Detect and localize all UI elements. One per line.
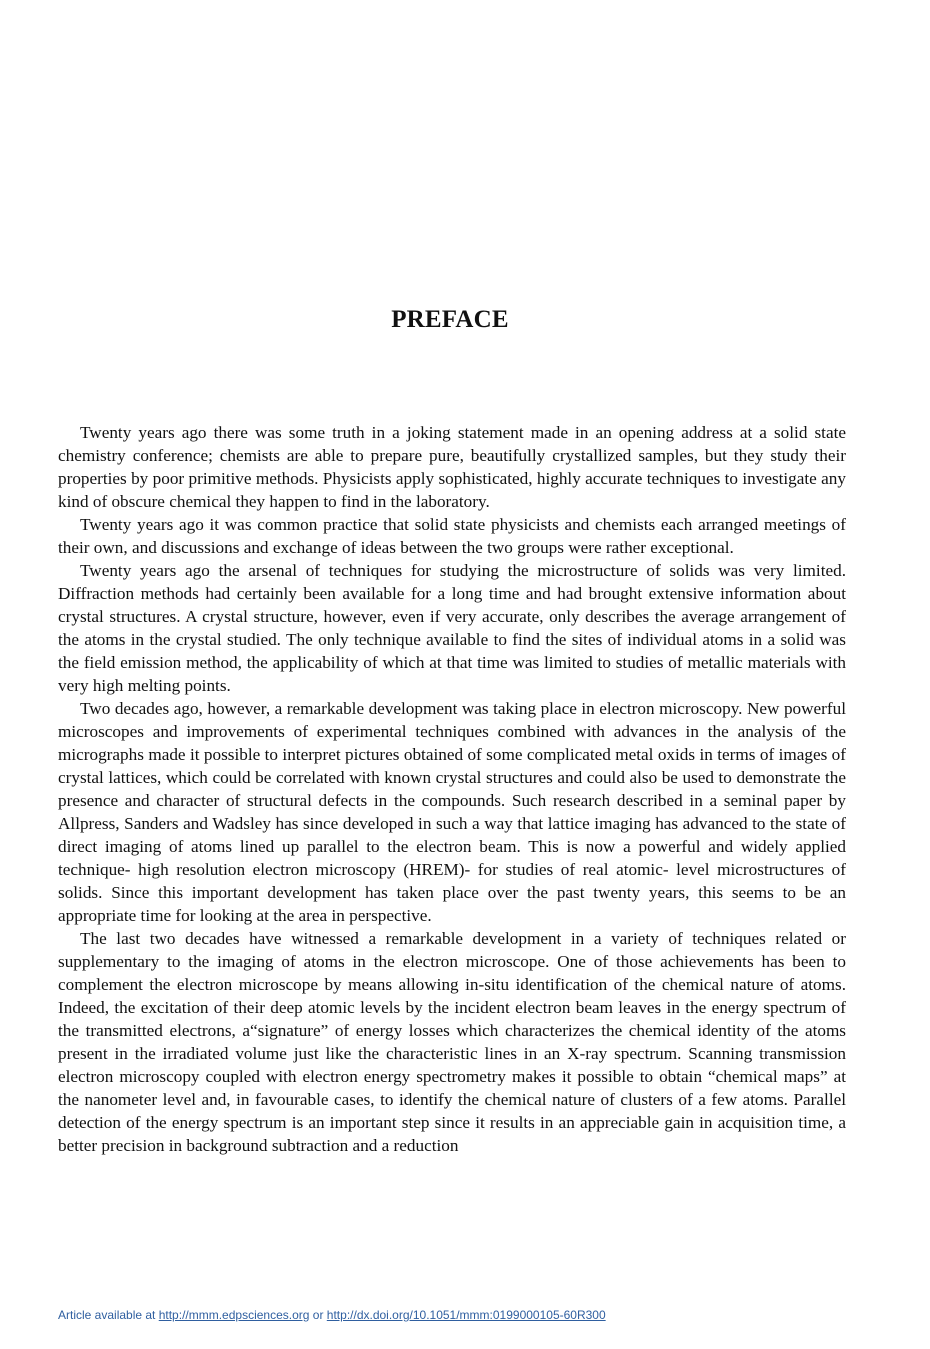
footer-prefix: Article available at bbox=[58, 1308, 159, 1322]
footer-separator: or bbox=[309, 1308, 327, 1322]
paragraph-5: The last two decades have witnessed a remarkable development in a variety of techniques related or supplementary to the imaging of atoms in the electron microscope. One of those achievements has been to complement the electron microscope by means allowing in-situ identification of the chemical nature of atoms. Indeed, the excitation of their deep atomic levels by the incident electron beam leaves in the energy spectrum of the transmitted electrons, a“signature” of energy losses which characterizes the chemical identity of the atoms present in the irradiated volume just like the characteristic lines in an X-ray spectrum. Scanning transmission electron microscopy coupled with electron energy spectrometry makes it possible to obtain “chemical maps” at the nanometer level and, in favourable cases, to identify the chemical nature of clusters of a few atoms. Parallel detection of the energy spectrum is an important step since it results in an appreciable gain in acquisition time, a better precision in background subtraction and a reduction bbox=[58, 929, 846, 1155]
doi-link[interactable]: http://dx.doi.org/10.1051/mmm:0199000105-60R300 bbox=[326, 1308, 606, 1322]
paragraph-3: Twenty years ago the arsenal of techniques for studying the microstructure of solids was very limited. Diffraction methods had certainly been available for a long time and had brought extensive information about crystal structures. A crystal structure, however, even if very accurate, only describes the average arrangement of the atoms in the crystal studied. The only technique available to find the sites of individual atoms in a solid was the field emission method, the applicability of which at that time was limited to studies of metallic materials with very high melting points. bbox=[58, 561, 846, 695]
journal-site-link[interactable]: http://mmm.edpsciences.org bbox=[158, 1308, 310, 1322]
paragraph-2: Twenty years ago it was common practice that solid state physicists and chemists each arranged meetings of their own, and discussions and exchange of ideas between the two groups were rather exceptional. bbox=[58, 515, 846, 557]
paragraph-4: Two decades ago, however, a remarkable development was taking place in electron microscopy. New powerful microscopes and improvements of experimental techniques combined with advances in the analysis of the micrographs made it possible to interpret pictures obtained of some complicated metal oxids in terms of images of crystal lattices, which could be correlated with known crystal structures and could also be used to demonstrate the presence and character of structural defects in the compounds. Such research described in a seminal paper by Allpress, Sanders and Wadsley has since developed in such a way that lattice imaging has advanced to the state of direct imaging of atoms lined up parallel to the electron beam. This is now a powerful and widely applied technique- high resolution electron microscopy (HREM)- for studies of real atomic- level microstructures of solids. Since this important development has taken place over the past twenty years, this seems to be an appropriate time for looking at the area in perspective. bbox=[58, 699, 846, 925]
paragraph-1: Twenty years ago there was some truth in a joking statement made in an opening address at a solid state chemistry conference; chemists are able to prepare pure, beautifully crystallized samples, but they study their properties by poor primitive methods. Physicists apply sophisticated, highly accurate techniques to investigate any kind of obscure chemical they happen to find in the laboratory. bbox=[58, 423, 846, 511]
page-title: PREFACE bbox=[391, 306, 509, 333]
preface-body bbox=[58, 421, 846, 1157]
article-availability-footer bbox=[58, 1307, 606, 1323]
